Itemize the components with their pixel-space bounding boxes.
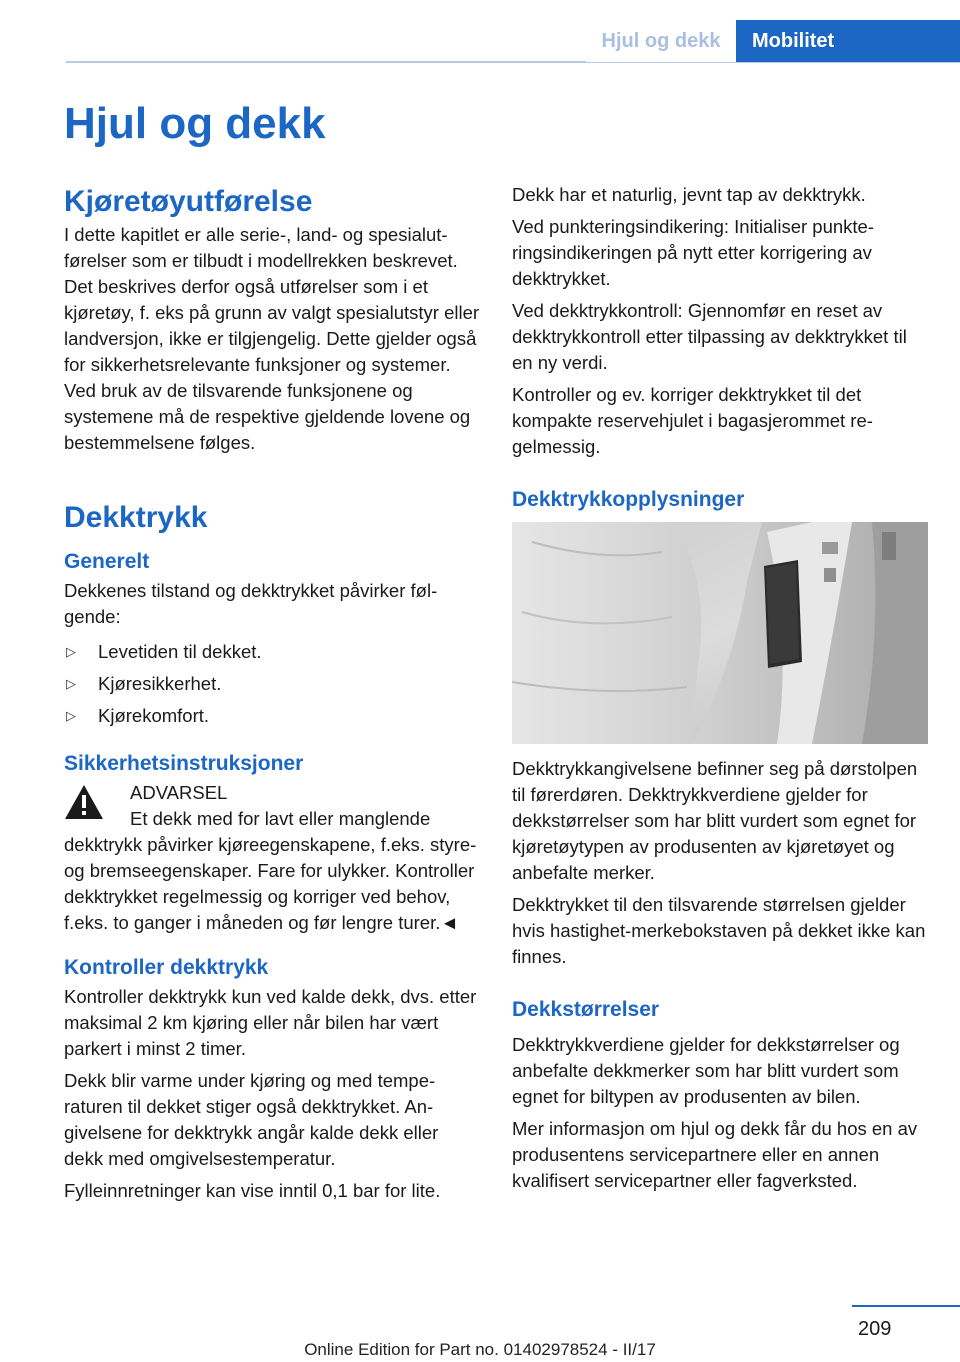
- list-item: ▷ Levetiden til dekket.: [64, 636, 480, 668]
- section-title-vehicle-version: Kjøretøyutførelse: [64, 185, 313, 218]
- triangle-bullet-icon: ▷: [66, 644, 76, 659]
- left-column: [64, 182, 480, 1210]
- subheading-tire-sizes: Dekkstørrelser: [512, 998, 660, 1021]
- list-item: ▷ Kjøresikkerhet.: [64, 668, 480, 700]
- list-item: ▷ Kjørekomfort.: [64, 700, 480, 732]
- tab-mobilitet[interactable]: Mobilitet: [736, 20, 960, 62]
- pressure-monitor-paragraph: Ved dekktrykkontroll: Gjennomfør en reset av dekktrykkontroll etter tilpassing av dekktrykket til en ny verdi.: [512, 300, 907, 373]
- tire-sizes-paragraph-2: Mer informasjon om hjul og dekk får du hos en av produsentens servicepartnere eller en annen kvalifisert servicepartner eller fagverksted.: [512, 1118, 918, 1191]
- triangle-bullet-icon: ▷: [66, 708, 76, 723]
- general-paragraph: Dekkenes tilstand og dekktrykket påvirker følgende:: [64, 580, 438, 627]
- page-number: 209: [858, 1318, 892, 1340]
- warning-triangle-icon: [64, 784, 104, 820]
- subheading-check-pressure: Kontroller dekktrykk: [64, 956, 269, 979]
- tire-sizes-paragraph-1: Dekktrykkverdiene gjelder for dekkstørrelser og anbefalte dekkmerker som har blitt vurdert som egnet for biltypen av produsenten av bilen.: [512, 1034, 900, 1107]
- warning-text: dekktrykk påvirker kjøreegenskapene, f.eks. styre- og bremseegenskaper. Fare for ulykker. Kontroller dekktrykket regelmessig og korriger ved behov, f.eks. to ganger i måneden og før lengre turer.◄: [64, 834, 477, 933]
- spare-wheel-paragraph: Kontroller og ev. korriger dekktrykket til det kompakte reservehjulet i bagasjerommet regelmessig.: [512, 384, 873, 457]
- vehicle-version-paragraph: I dette kapitlet er alle serie-, land- og spesialutførelser som er tilbudt i modellrekken beskrevet. Det beskrives derfor også utførelser som i et kjøretøy, f. eks på grunn av valgt spesialutstyr eller landversjon, ikke er tilgjengelig. Dette gjelder også for sikkerhetsrelevante funksjoner og systemer. Ved bruk av de tilsvarende funksjonene og systemene må de respektive gjeldende lovene og bestemmelsene følges.: [64, 224, 480, 453]
- warning-label: ADVARSEL: [130, 782, 228, 803]
- page-title: Hjul og dekk: [64, 99, 326, 148]
- warning-block: [64, 780, 480, 936]
- effects-list: [64, 636, 480, 732]
- check-paragraph-2: Dekk blir varme under kjøring og med temperaturen til dekket stiger også dekktrykket. Angivelsene for dekktrykk angår kalde dekk eller dekk med omgivelsestemperatur.: [64, 1070, 439, 1169]
- pressure-loss-paragraph: Dekk har et naturlig, jevnt tap av dekktrykk.: [512, 184, 866, 205]
- footer-edition: Online Edition for Part no. 01402978524 - II/17: [304, 1340, 656, 1359]
- subheading-pressure-info: Dekktrykkopplysninger: [512, 488, 745, 511]
- puncture-indicator-paragraph: Ved punkteringsindikering: Initialiser punkteringsindikeringen på nytt etter korrigering av dekktrykket.: [512, 216, 874, 289]
- warning-text-first-line: Et dekk med for lavt eller manglende: [130, 808, 431, 829]
- triangle-bullet-icon: ▷: [66, 676, 76, 691]
- check-paragraph-1: Kontroller dekktrykk kun ved kalde dekk, dvs. etter maksimal 2 km kjøring eller når bilen har vært parkert i minst 2 timer.: [64, 986, 477, 1059]
- pressure-info-paragraph-1: Dekktrykkangivelsene befinner seg på dørstolpen til førerdøren. Dekktrykkverdiene gjelder for dekkstørrelser som har blitt vurdert som egnet for kjøretøytypen av produsenten av kjøretøyet og anbefalte merker.: [512, 758, 918, 883]
- footer-rule: [852, 1305, 960, 1307]
- section-title-tire-pressure: Dekktrykk: [64, 501, 208, 534]
- door-pillar-photo: [512, 522, 928, 744]
- subheading-safety: Sikkerhetsinstruksjoner: [64, 752, 304, 775]
- tab-hjul-og-dekk[interactable]: Hjul og dekk: [586, 20, 736, 62]
- pressure-info-paragraph-2: Dekktrykket til den tilsvarende størrelsen gjelder hvis hastighet-merkebokstaven på dekket ikke kan finnes.: [512, 894, 926, 967]
- right-column: [512, 182, 928, 1200]
- check-paragraph-3: Fylleinnretninger kan vise inntil 0,1 bar for lite.: [64, 1180, 441, 1201]
- subheading-general: Generelt: [64, 550, 150, 573]
